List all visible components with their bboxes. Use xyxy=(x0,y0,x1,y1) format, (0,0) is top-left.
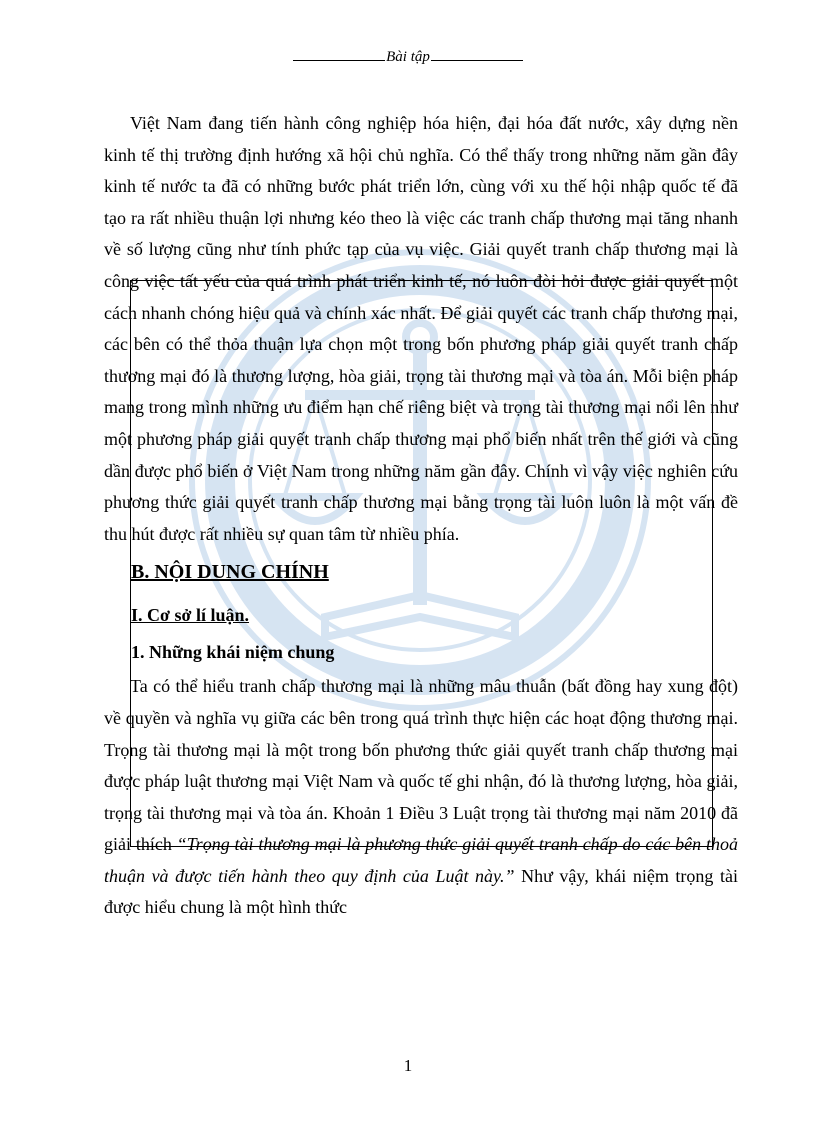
section-1-heading: 1. Những khái niệm chung xyxy=(131,642,335,663)
concepts-paragraph-text: Ta có thể hiểu tranh chấp thương mại là những mâu thuẫn (bất đồng hay xung đột) về quyền và nghĩa vụ giữa các bên trong quá trình thực hiện các hoạt động thương mại. Trọng tài thương mại là một trong bốn phương thức giải quyết tranh chấp thương mại được pháp luật thương mại Việt Nam và quốc tế ghi nhận, đó là thương lượng, hòa giải, trọng tài thương mại và tòa án. Khoản 1 Điều 3 Luật trọng tài thương mại năm 2010 đã giải thích xyxy=(104,676,738,855)
page-header xyxy=(0,49,816,66)
header-rule-right xyxy=(431,60,523,61)
header-rule-left xyxy=(293,60,385,61)
page-number: 1 xyxy=(403,1056,413,1075)
intro-paragraph: Việt Nam đang tiến hành công nghiệp hóa hiện, đại hóa đất nước, xây dựng nền kinh tế thị trường định hướng xã hội chủ nghĩa. Có thể thấy trong những năm gần đây kinh tế nước ta đã có những bước phát triển lớn, cùng với xu thế hội nhập quốc tế đã tạo ra rất nhiều thuận lợi nhưng kéo theo là việc các tranh chấp thương mại tăng nhanh về số lượng cũng như tính phức tạp của vụ việc. Giải quyết tranh chấp thương mại là công việc tất yếu của quá trình phát triển kinh tế, nó luôn đòi hỏi được giải quyết một cách nhanh chóng hiệu quả và chính xác nhất. Để giải quyết các tranh chấp thương mại, các bên có thể thỏa thuận lựa chọn một trong bốn phương pháp giải quyết tranh chấp thương mại đó là thương lượng, hòa giải, trọng tài thương mại và tòa án. Mỗi biện pháp mang trong mình những ưu điểm hạn chế riêng biệt và trọng tài thương mại nổi lên như một phương pháp giải quyết tranh chấp thương mại phổ biến nhất trên thế giới và cũng dần được phổ biến ở Việt Nam trong những năm gần đây. Chính vì vậy việc nghiên cứu phương thức giải quyết tranh chấp thương mại bằng trọng tài luôn luôn là một vấn đề thu hút được rất nhiều sự quan tâm từ nhiều phía. xyxy=(104,113,738,544)
concepts-paragraph xyxy=(104,671,738,924)
header-title: Bài tập xyxy=(386,49,430,65)
section-i-heading: I. Cơ sở lí luận. xyxy=(131,605,249,626)
concepts-paragraph-continuation: Như vậy, khái niệm trọng tài được hiểu chung là một hình thức xyxy=(104,865,738,918)
document-body xyxy=(104,108,738,924)
law-quote: “Trọng tài thương mại là phương thức giải quyết tranh chấp do các bên thoả thuận và được tiến hành theo quy định của Luật này.” xyxy=(104,834,738,886)
section-b-heading: B. NỘI DUNG CHÍNH xyxy=(131,561,329,584)
